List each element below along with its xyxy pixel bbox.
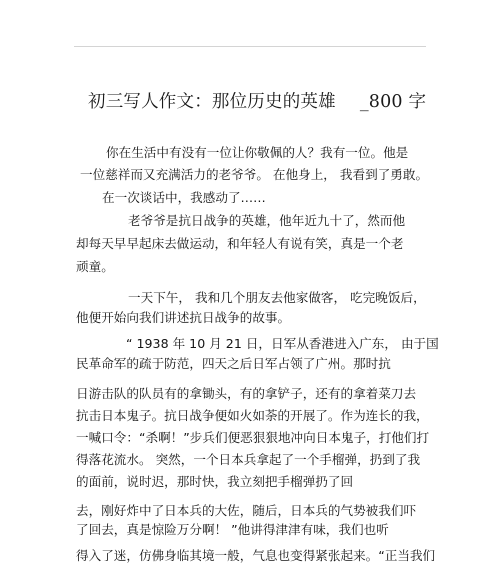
body-line-8: 他便开始向我们讲述抗日战争的故事。 [76, 310, 291, 325]
header-rule [74, 46, 426, 47]
body-line-12: 抗击日本鬼子。抗日战争便如火如荼的开展了。作为连长的我， [76, 408, 429, 423]
body-line-16: 去，刚好炸中了日本兵的大佐，随后，日本兵的气势被我们吓 [76, 503, 417, 518]
body-line-3: 在一次谈话中，我感动了…… [102, 190, 266, 205]
body-line-4: 老爷爷是抗日战争的英雄，他年近九十了，然而他 [128, 213, 406, 228]
body-line-6: 顽童。 [76, 259, 114, 274]
body-line-1: 你在生活中有没有一位让你敬佩的人？我有一位。他是 [106, 145, 409, 160]
body-line-7: 一天下午， 我和几个朋友去他家做客， 吃完晚饭后， [128, 290, 426, 305]
body-line-18: 得入了迷，仿佛身临其境一般，气息也变得紧张起来。“正当我们 [76, 548, 436, 563]
body-line-14: 得落花流水。 突然，一个日本兵拿起了一个手榴弹，扔到了我 [76, 452, 421, 467]
body-line-13: 一喊口令：“杀啊！”步兵们便恶狠狠地冲向日本鬼子，打他们打 [76, 430, 430, 445]
body-line-17: 了回去，真是惊险万分啊！ ”他讲得津津有味，我们也听 [76, 522, 389, 537]
body-line-5: 却每天早早起床去做运动，和年轻人有说有笑，真是一个老 [76, 236, 404, 251]
body-line-10: 民革命军的疏于防范，四天之后日军占领了广州。那时抗 [76, 356, 391, 371]
body-line-15: 的面前，说时迟，那时快，我立刻把手榴弹扔了回 [76, 474, 354, 489]
essay-title-main: 初三写人作文：那位历史的英雄 [88, 92, 336, 112]
essay-title-suffix: _800 字 [359, 92, 427, 112]
body-line-11: 日游击队的队员有的拿锄头，有的拿铲子，还有的拿着菜刀去 [76, 386, 417, 401]
body-line-9: “ 1938 年 10 月 21 日，日军从香港进入广东， 由于国 [126, 336, 439, 351]
essay-title [88, 88, 428, 113]
body-line-2: 一位慈祥而又充满活力的老爷爷。 在他身上， 我看到了勇敢。 [80, 167, 429, 182]
